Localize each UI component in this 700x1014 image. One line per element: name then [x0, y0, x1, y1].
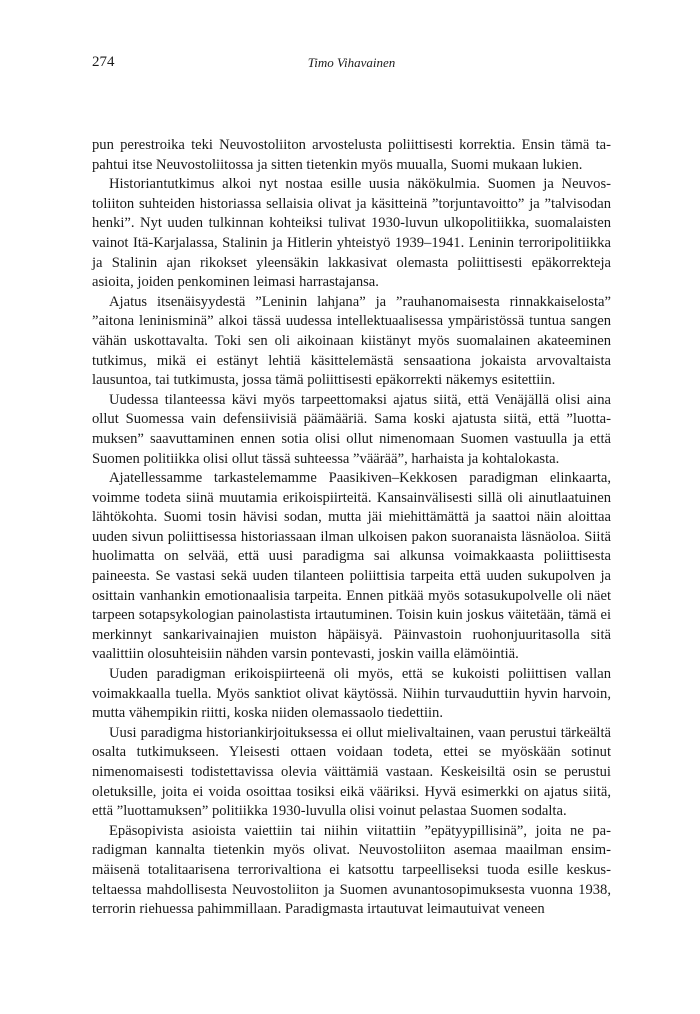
page-number: 274 [92, 54, 115, 70]
paragraph-uusi-paradigma: Uusi paradigma historiankirjoituksessa ei ollut mielivaltainen, vaan perustui tärkeältä osalta tutkimukseen. Yleisesti ottaen voidaan todeta, ettei se myöskään sotinut nimenomaisesti todistettavissa olevia väittämiä vastaan. Keskeisiltä osin se perustui oletuksille, joita ei voida osoittaa tosiksi eikä vääriksi. Hyvä esimerkki on ajatus siitä, että ”luottamuksen” politiikka 1930-luvulla olisi voinut pelastaa Suomen sodalta. [92, 724, 611, 820]
page-header [92, 54, 611, 74]
paragraph-uudessa-tilanteessa: Uudessa tilanteessa kävi myös tarpeettomaksi ajatus siitä, että Venäjällä olisi aina ollut Suomessa vain defensiivisiä päämääriä. Sama koski ajatusta siitä, että ”luottamuksen” saavuttaminen ennen sotia olisi ollut nimenomaan Suomen vastuulla ja että Suomen politiikka olisi ollut tässä suhteessa ”väärää”, harhaista ja kohtalokasta. [92, 391, 611, 467]
running-head-author: Timo Vihavainen [307, 55, 396, 70]
paragraph-leninin-lahjana: Ajatus itsenäisyydestä ”Leninin lahjana” ja ”rauhanomaisesta rinnakkaiselosta” ”aitona leninisminä” alkoi tässä uudessa intellektuaalisessa ympäristössä tuntua sangen vähän uskottavalta. Toki sen oli aikoinaan kiistänyt myös suomalainen akateeminen tutkimus, mikä ei estänyt lehtiä käsittelemästä sensaationa jokaista arvovaltaista lausuntoa, tai tutkimusta, jossa tämä poliittisesti epäkorrekti näkemys esitettiin. [92, 293, 611, 389]
body-text [92, 136, 611, 920]
paragraph-continuation: pun perestroika teki Neuvostoliiton arvostelusta poliittisesti korrektia. Ensin tämä tapahtui itse Neuvostoliitossa ja sitten tietenkin myös muualla, Suomi mukaan lukien. [92, 137, 611, 173]
paragraph-historiantutkimus: Historiantutkimus alkoi nyt nostaa esille uusia näkökulmia. Suomen ja Neuvostoliiton suhteiden historiassa sellaisia olivat ja käsitteinä ”torjuntavoitto” ja ”talvisodan henki”. Nyt uuden tulkinnan kohteiksi tulivat 1930-luvun ulkopolitiikka, suomalaisten vainot Itä-Karjalassa, Stalinin ja Hitlerin yhteistyö 1939–1941. Leninin terroripolitiikka ja Stalinin ajan rikokset yleensäkin lakkasivat olemasta poliittisesti epäkorrekteja asioita, joiden penkominen leimasi harrastajansa. [92, 176, 611, 291]
paragraph-paradigman-elinkaari: Ajatellessamme tarkastelemamme Paasikiven–Kekkosen paradigman elinkaarta, voimme todeta siinä muutamia erikoispiirteitä. Kansainvälisesti sillä oli ainutlaatuinen lähtökohta. Suomi tosin hävisi sodan, mutta jäi miehittämättä ja saattoi näin aloittaa uuden sivun poliittisessa historiassaan ilman ulkoisen pakon suoranaista läsnäoloa. Siitä huolimatta on selvää, että uusi paradigma sai alkunsa voimakkaasta poliittisesta paineesta. Se vastasi sekä uuden tilanteen poliittisia tarpeita että uuden sukupolven ja osittain vanhankin emotionaalisia tarpeita. Ennen pitkää myös sotasukupolvelle oli näet tarpeen sotapsykologian painolastista irtautuminen. Toisin kuin joskus väitetään, tämä ei merkinnyt sankarivainajien muiston häpäisyä. Päinvastoin ruohonjuuritasolla sitä vaalittiin olosuhteisiin nähden varsin pontevasti, joskin vailla elämöintiä. [92, 470, 611, 663]
paragraph-epasopivat-asiat: Epäsopivista asioista vaiettiin tai niihin viitattiin ”epätyypillisinä”, joita ne paradigman kannalta tietenkin myös olivat. Neuvostoliiton asemaa maailman ensimmäisenä totalitaarisena terrorivaltiona ei katsottu tarpeelliseksi tuoda esille keskusteltaessa mahdollisesta Neuvostoliiton ja Suomen avunantosopimuksesta vuonna 1938, terrorin riehuessa pahimmillaan. Paradigmasta irtautuvat leimautuivat veneen [92, 822, 611, 918]
paragraph-poliittisen-vallan-tuki: Uuden paradigman erikoispiirteenä oli myös, että se kukoisti poliittisen vallan voimakkaalla tuella. Myös sanktiot olivat käytössä. Niihin turvauduttiin hyvin harvoin, mutta vähempikin riitti, koska niiden olemassaolo tiedettiin. [92, 666, 611, 722]
